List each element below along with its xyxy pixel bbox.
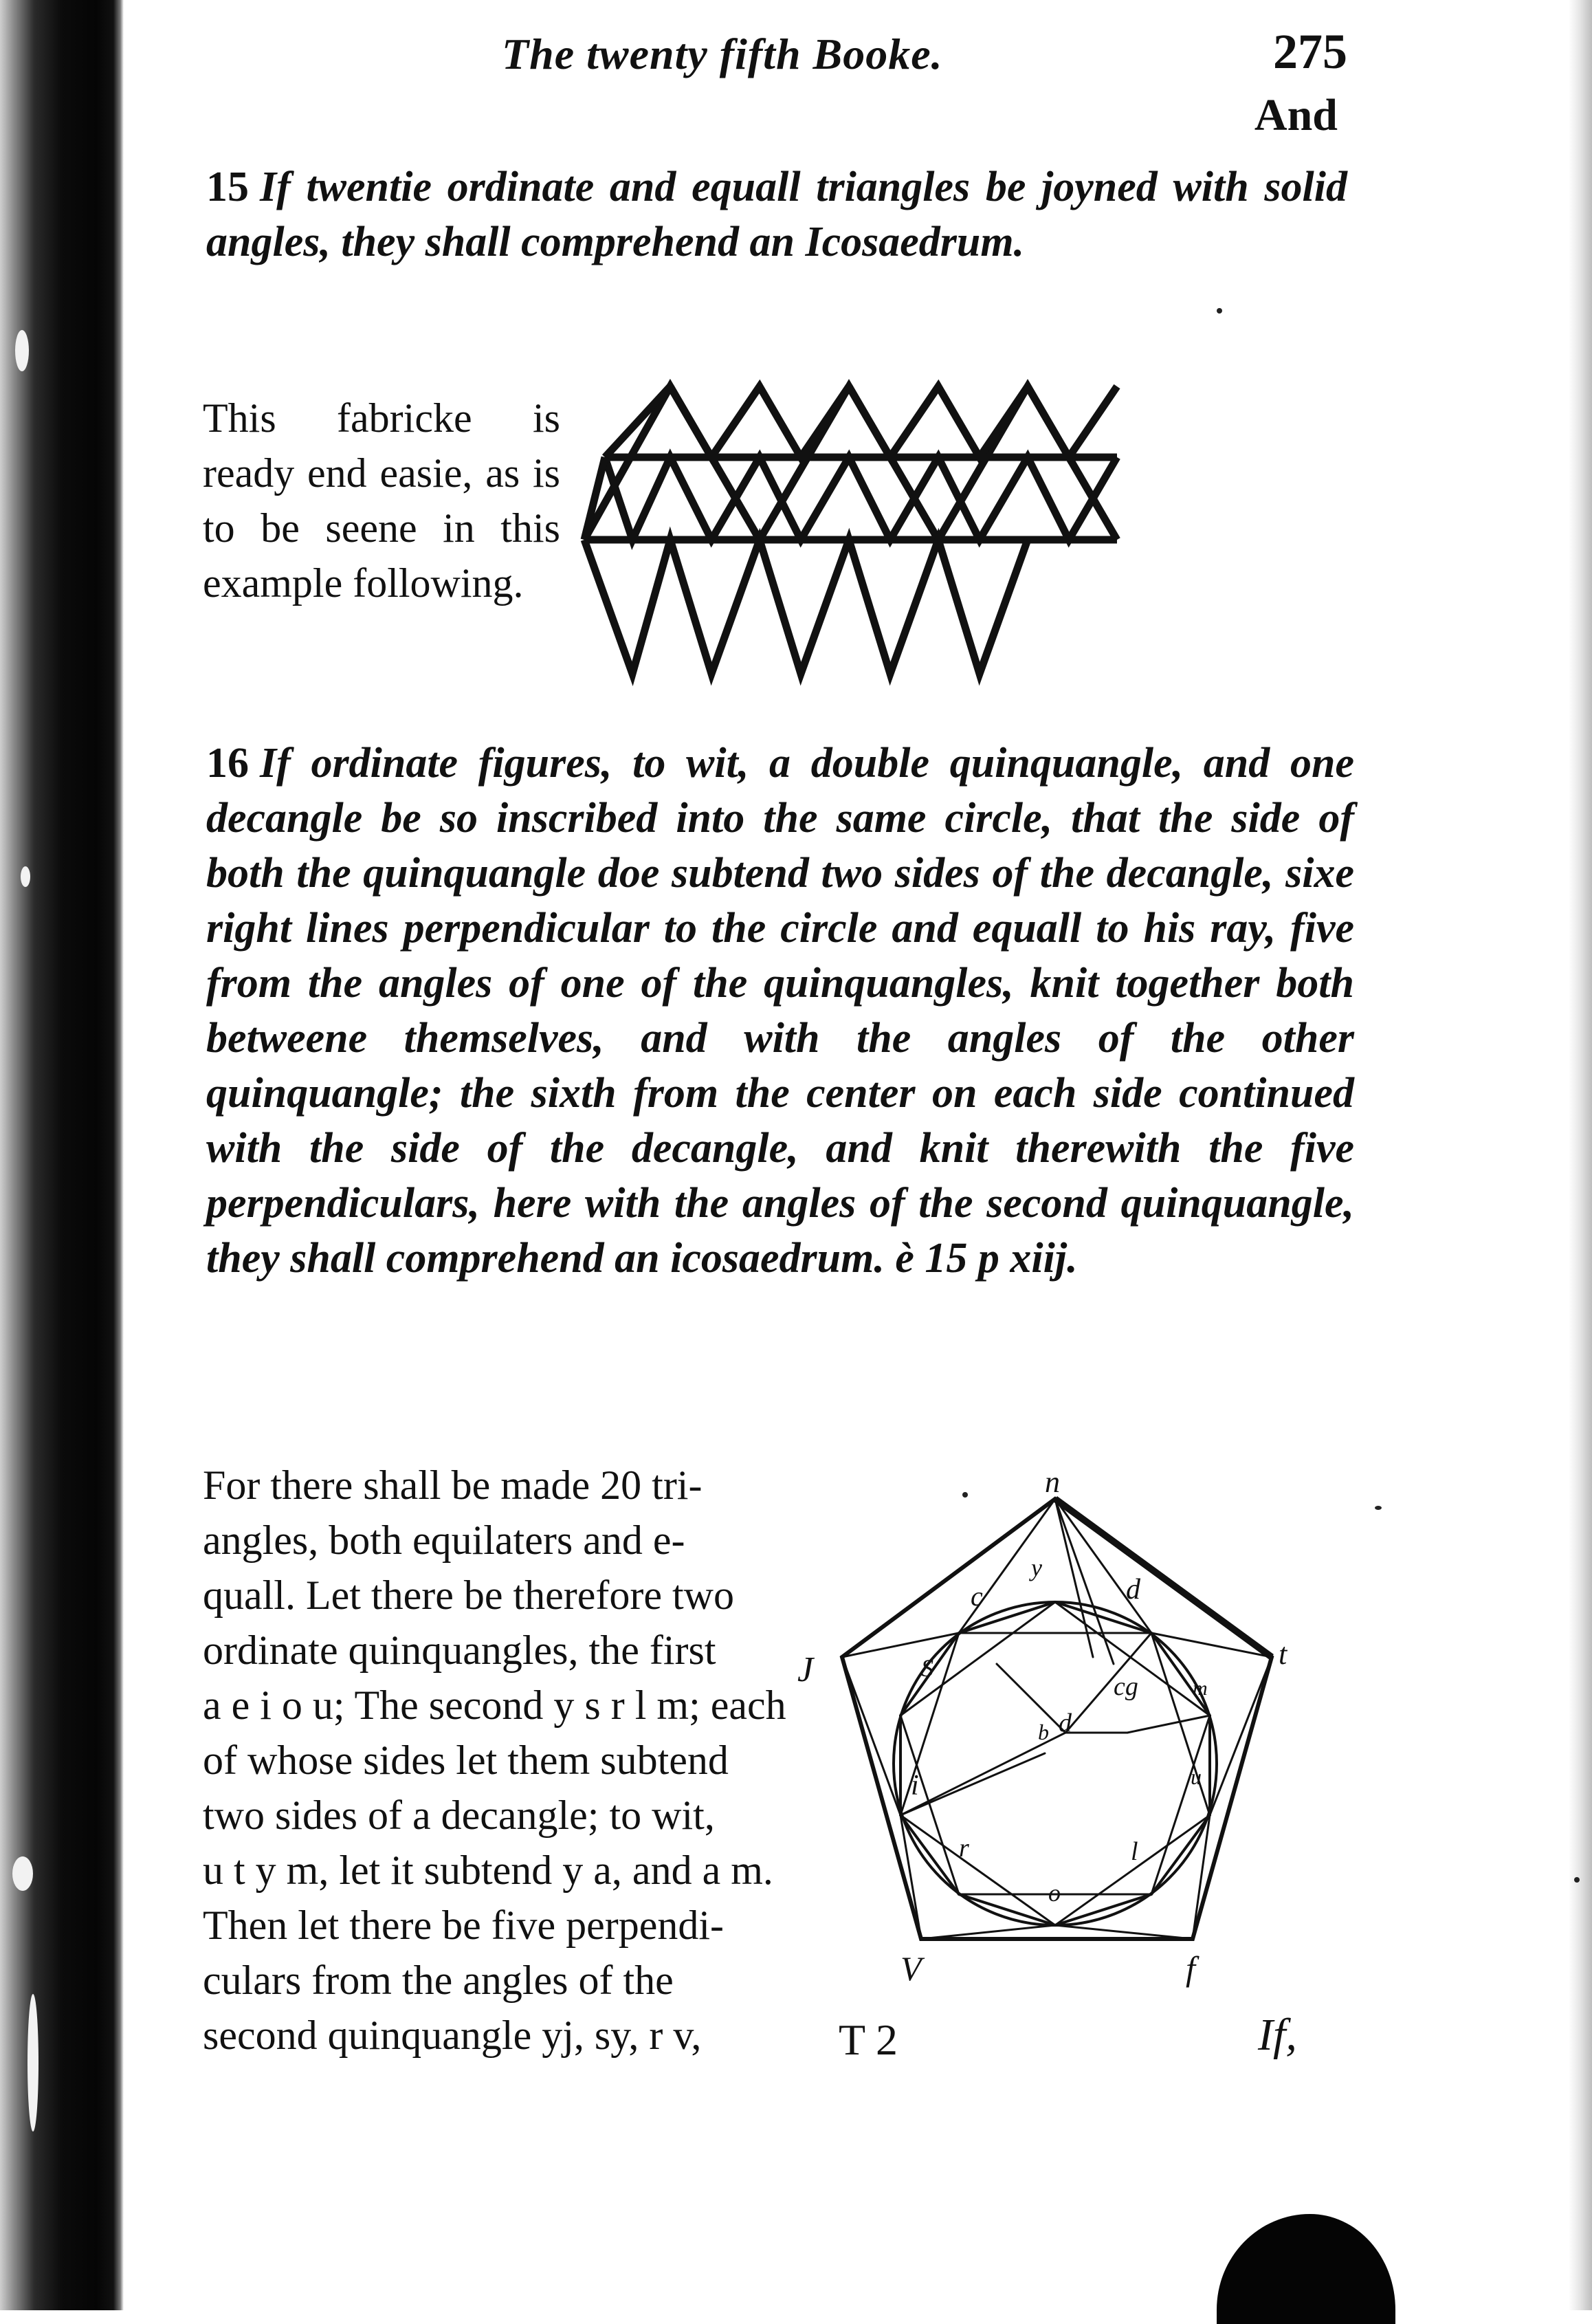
fig-label-cg: cg: [1114, 1672, 1138, 1701]
signature-mark: T 2: [839, 2015, 898, 2064]
icosahedron-net-figure: [564, 371, 1127, 688]
fig-label-r: r: [959, 1834, 969, 1863]
commentary-15: This fabricke is ready end easie, as is to be seene in this example following.: [203, 395, 560, 606]
proposition-15: [206, 160, 1347, 270]
commentary-line: a e i o u; The second y s r l m; each: [203, 1682, 786, 1728]
fig-label-c: c: [971, 1581, 983, 1612]
page-number: 275: [1273, 24, 1347, 79]
commentary-line: ordinate quinquangles, the first: [203, 1627, 716, 1673]
fig-label-t: t: [1279, 1637, 1287, 1671]
speck: [1375, 1506, 1382, 1510]
inner-decangle: [900, 1602, 1210, 1925]
proposition-number: 16: [206, 740, 249, 787]
catchword-bottom: If,: [1258, 2010, 1297, 2060]
fig-label-J: J: [797, 1650, 814, 1689]
inscribed-circle: [894, 1602, 1217, 1925]
fig-label-m: m: [1193, 1677, 1208, 1700]
commentary-line: second quinquangle yj, sy, r v,: [203, 2013, 702, 2058]
fig-label-u: u: [1191, 1764, 1202, 1789]
speck: [1217, 308, 1222, 314]
commentary-16: [203, 1458, 808, 2063]
page-edge-shadow: [1569, 0, 1592, 2310]
page-binding-shadow: [0, 0, 124, 2310]
outer-pentagon: [842, 1499, 1272, 1939]
fig-label-l: l: [1131, 1837, 1138, 1866]
fig-label-b: b: [1038, 1720, 1049, 1744]
net-middle-zigzag: [605, 457, 1117, 540]
commentary-line: two sides of a decangle; to wit,: [203, 1793, 715, 1838]
proposition-text: If twentie ordinate and equall triangles be joyned with solid angles, they shall comprehend an Icosaedrum.: [206, 164, 1347, 265]
inner-quinquangle-a: [900, 1602, 1210, 1894]
page-header: [481, 23, 1347, 85]
fig-label-o: o: [1048, 1879, 1061, 1907]
proposition-16: [206, 736, 1354, 1286]
fig-label-v: V: [900, 1949, 922, 1988]
catchword-top: And: [1254, 90, 1338, 140]
proposition-text: If ordinate figures, to wit, a double quinquangle, and one decangle be so inscribed into the same circle, that the side of both the quinquangle doe subtend two sides of the decangle, sixe right lines perpendicular to the circle and equall to his ray, five from the angles of one of the quinquangles, knit together both betweene themselves, and with the angles of the other quinquangle; the sixth from the center on each side continued with the side of the decangle, and knit therewith the five perpendiculars, here with the angles of the second quinquangle, they shall comprehend an icosaedrum. è 15 p xiij.: [206, 740, 1354, 1282]
speck: [962, 1492, 968, 1498]
pentagon-construction-figure: [797, 1458, 1340, 1988]
commentary-line: of whose sides let them subtend: [203, 1737, 729, 1783]
net-bottom-zigzag: [584, 540, 1028, 674]
ink-blot: [1217, 2214, 1395, 2324]
proposition-number: 15: [206, 164, 249, 210]
speck: [1574, 1877, 1580, 1883]
commentary-line: quall. Let there be therefore two: [203, 1572, 734, 1618]
fig-label-n: n: [1045, 1465, 1060, 1499]
commentary-line: u t y m, let it subtend y a, and a m.: [203, 1848, 773, 1893]
fig-label-y: y: [1031, 1554, 1042, 1581]
commentary-line: culars from the angles of the: [203, 1958, 674, 2003]
commentary-line: Then let there be five perpendi-: [203, 1903, 724, 1948]
fig-label-f: f: [1186, 1949, 1195, 1988]
fig-label-dd: d: [1059, 1709, 1072, 1737]
commentary-line: For there shall be made 20 tri-: [203, 1462, 703, 1508]
net-upper-peaks: [670, 386, 849, 457]
fig-label-d: d: [1126, 1574, 1140, 1605]
fig-label-i: i: [911, 1770, 919, 1801]
commentary-line: angles, both equilaters and e-: [203, 1517, 685, 1563]
running-head: The twenty fifth Booke.: [502, 30, 943, 78]
fig-label-s: S: [921, 1654, 933, 1682]
